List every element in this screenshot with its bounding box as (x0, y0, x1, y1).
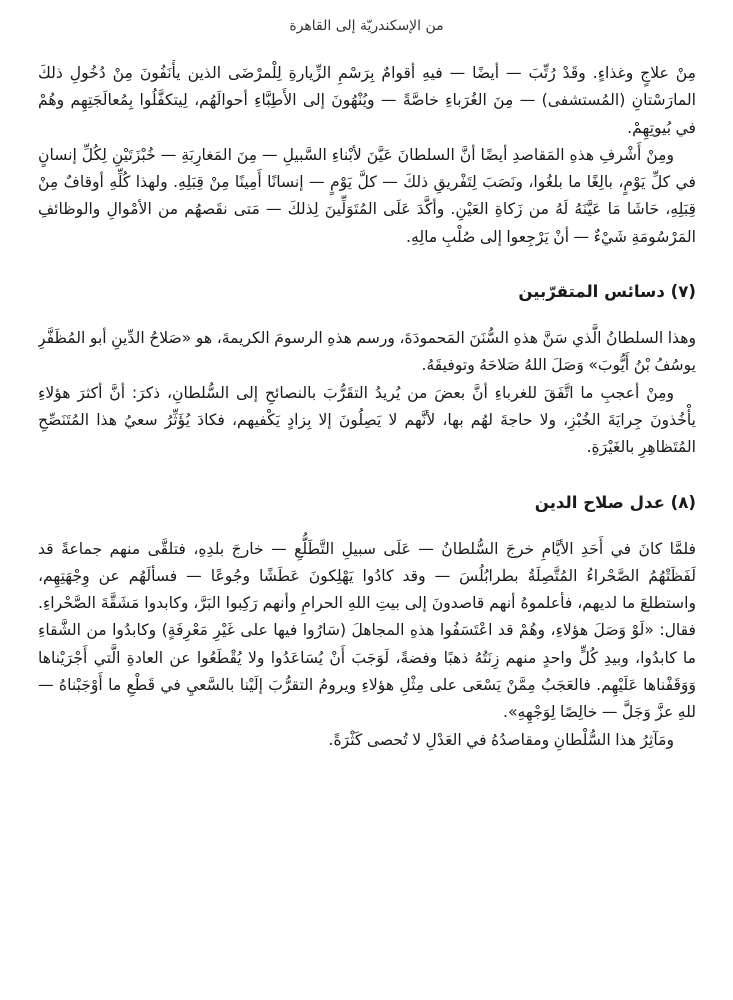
page-body (38, 60, 696, 990)
body-paragraph: ومَآثِرُ هذا السُّلْطانِ ومقاصدُهُ في العَدْلِ لا تُحصى كَثْرَةً. (328, 730, 674, 749)
spacer (38, 517, 696, 536)
section-heading: (٨) عدل صلاح الدين (534, 492, 696, 512)
body-paragraph: فلمَّا كانَ في أَحَدِ الأيَّامِ خرجَ السُّلطانُ — عَلَى سبيلِ التَّطَلُّعِ — خارجَ بلدِهِ، فتلقَّى منهم جماعةً قد لَفَظَتْهُمُ الصَّحْراءُ المُتَّصِلَةُ بطرابُلُسَ — وقد كادُوا يَهْلِكونَ عَطَشًا وجُوعًا — فسألَهُم عن وِجْهَتِهِم، واستطلعَ ما لديهم، فأعلموهُ أنهم قاصدونَ إلى بيتِ اللهِ الحرامِ وأنهم رَكِبوا البَرَّ، وكابدوا مَشَقَّةَ الصَّحْراءِ. فقال: «لَوْ وَصَلَ هؤلاءِ، وهُمْ قد اعْتَسَفُوا هذهِ المجاهلَ (سَارُوا فيها على غَيْرِ مَعْرِفَةٍ) وكابدُوا من الشَّقاءِ ما كابدُوا، وبيدِ كُلٍّ واحدٍ منهم زِنَتُهُ ذهبًا وفضةً، لَوَجَبَ أَنْ يُسَاعَدُوا ولا يُقْطَعُوا عن العادةِ الَّتي أَجْرَيْناها وَوَقَفْناها عَلَيْهِم. فالعَجَبُ مِمَّنْ يَسْعَى على مِثْلِ هؤلاءِ ويرومُ التقرُّبَ إلَيْنا بالسَّعيِ في قَطْعِ ما أَوْجَبْناهُ — للهِ عزَّ وَجَلَّ — خالِصًا لِوَجْهِهِ». (38, 539, 696, 722)
section-heading: (٧) دسائس المتقرّبين (518, 282, 696, 302)
spacer (38, 462, 696, 489)
body-paragraph: ومِنْ أَشْرفِ هذهِ المَقاصدِ أيضًا أنَّ السلطانَ عَيَّنَ لأبْناءِ السَّبيلِ — مِنَ المَغارِبَةِ — خُبْزَتَيْنِ لِكُلِّ إنسانٍ في كلِّ يَوْمٍ، بالِغًا ما بلغُوا، ونَصَبَ لِتَفْريقِ ذلكَ — كلَّ يَوْمٍ — إنسانًا أَمِينًا مِنْ قِبَلِهِ. ولهذا كُلِّهِ أوقافٌ مِنْ قِبَلِهِ، حَاشَا مَا عَيَّنَهُ لَهُ من زَكاةِ العَيْنِ. وأكَّدَ عَلَى المُتَوَلِّينَ لِذلكَ — مَتى نقَصهُم من الأمْوالِ والوظائفِ المَرْسُومَةِ شَيْءٌ — أنْ يَرْجِعوا إلى صُلْبِ مالِهِ. (38, 145, 696, 246)
body-paragraph: وهذا السلطانُ الَّذي سَنَّ هذهِ السُّنَنَ المَحمودَةَ، ورسم هذهِ الرسومَ الكريمةَ، هو «صَلاحُ الدِّينِ أبو المُظَفَّرِ يوسُفُ بْنُ أَيُّوبَ» وَصَلَ اللهُ صَلاحَهُ وتوفيقَهُ. (38, 329, 696, 375)
spacer (38, 251, 696, 278)
body-paragraph: ومِنْ أعجبِ ما اتَّفَقَ للغرباءِ أنَّ بعضَ من يُريدُ التقَرُّبَ بالنصائحِ إلى السُّلطانِ، ذكرَ: أنَّ أكثرَ هؤلاءِ يأْخُذونَ جِرايَةَ الخُبْزِ، ولا حاجةَ لهُم بها، لأنَّهم لا يَصِلُونَ إلا بِزادٍ يَكْفيهم، فكادَ يُؤَثِّرُ سعيُ هذا المُتَنَصِّحِ المُتَظاهِرِ بالغَيْرَةِ. (38, 383, 696, 457)
spacer (38, 306, 696, 325)
body-paragraph: مِنْ علاجٍ وغذاءٍ. وقَدْ رُتِّبَ — أيضًا — فيهِ أقوامٌ بِرَسْمِ الزِّيارةِ لِلْمرْضَى الذين يأْنَفُونَ مِنْ دُخُولِ ذلكَ المارَسْتانِ (المُستشفى) — مِنَ الغُرَباءِ خاصَّةً — ويُنْهُونَ إلى الأَطِبَّاءِ أحوالَهُم، لِيتكفَّلُوا بِمُعالَجَتِهِم وهُمْ في بُيوتِهِمْ. (38, 64, 696, 137)
running-head: من الإسكندريّة إلى القاهرة (289, 18, 444, 34)
